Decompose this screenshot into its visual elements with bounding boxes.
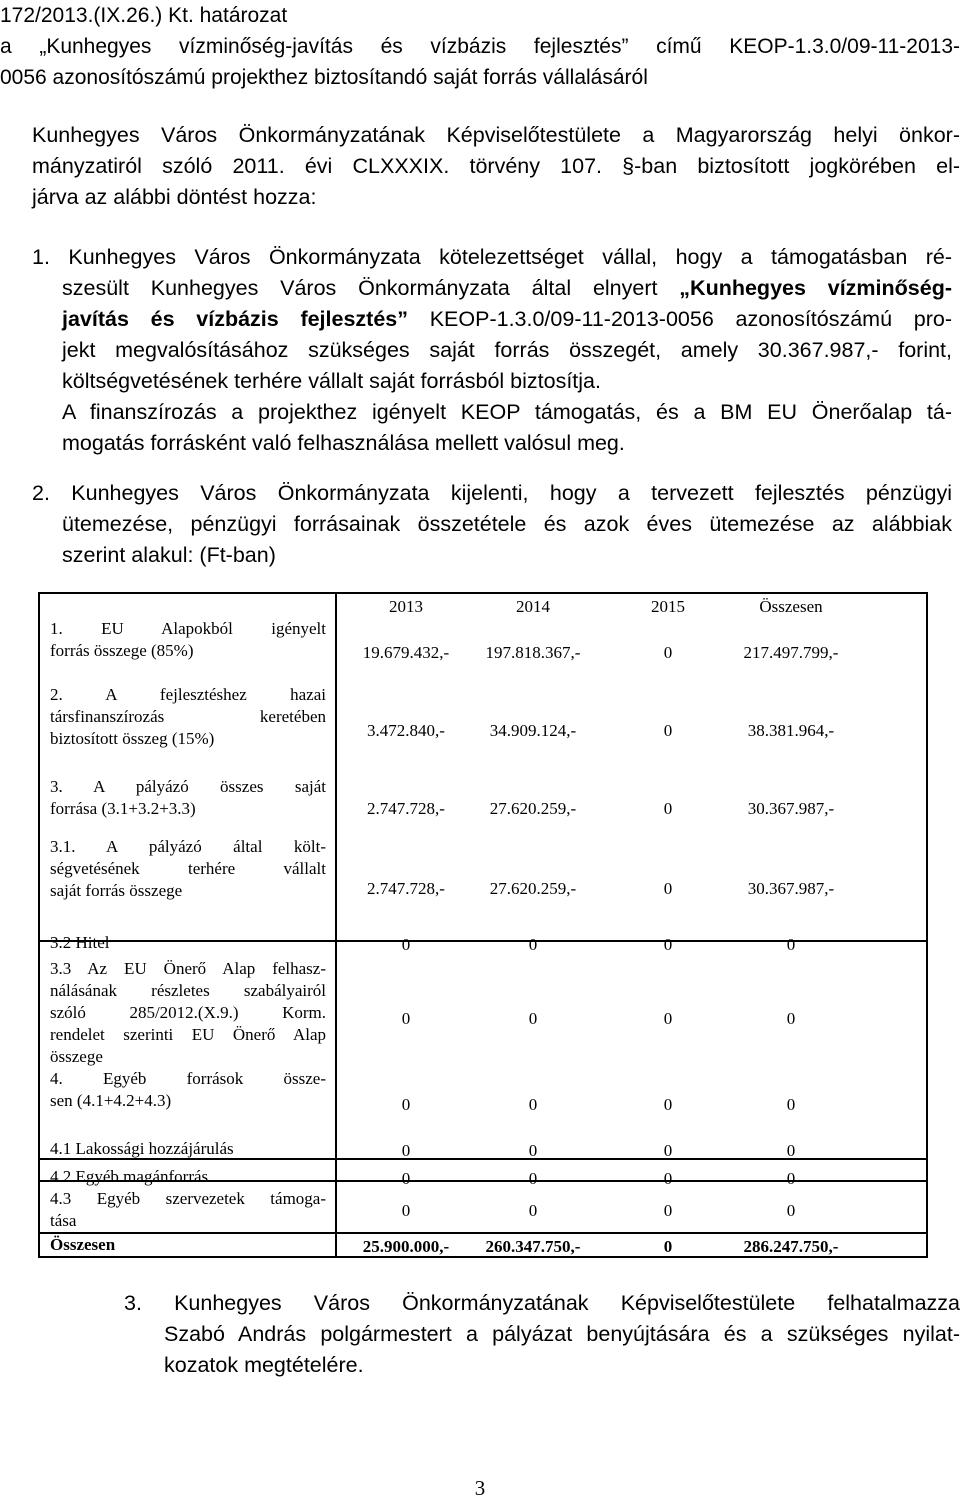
section-1-line-1: 1. Kunhegyes Város Önkormányzata kötelezettséget vállal, hogy a támogatásban ré- bbox=[32, 245, 952, 269]
table-row-label bbox=[50, 958, 326, 1068]
section-1-line-2-text: szesült Kunhegyes Város Önkormányzata által elnyert bbox=[62, 276, 680, 300]
table-cell-value: 19.679.432,- bbox=[362, 643, 450, 662]
table-row-label-line: 4.1 Lakossági hozzájárulás bbox=[50, 1139, 234, 1158]
table-row-label-line: 4.2 Egyéb magánforrás bbox=[50, 1167, 209, 1186]
section-2-line-2: ütemezése, pénzügyi forrásainak összetétele és azok éves ütemezése az alábbiak bbox=[62, 512, 952, 536]
table-cell-value: 0 bbox=[663, 1009, 673, 1028]
table-cell-value: 0 bbox=[786, 1141, 796, 1160]
table-cell-value: 0 bbox=[401, 935, 411, 954]
table-cell-value: 0 bbox=[528, 935, 538, 954]
table-cell-value: 0 bbox=[663, 935, 673, 954]
table-cell-value: 0 bbox=[401, 1141, 411, 1160]
table-header-2014: 2014 bbox=[516, 597, 550, 616]
resolution-number: 172/2013.(IX.26.) Kt. határozat bbox=[0, 4, 288, 27]
table-cell-value: 286.247.750,- bbox=[743, 1237, 839, 1256]
table-row-label bbox=[50, 932, 326, 954]
project-name-part-2: javítás és vízbázis fejlesztés” bbox=[62, 307, 408, 331]
table-row-label bbox=[50, 836, 326, 902]
resolution-header bbox=[0, 0, 960, 93]
table-row-label-line: forrása (3.1+3.2+3.3) bbox=[50, 799, 196, 818]
table-header-2013: 2013 bbox=[389, 597, 423, 616]
table-row-label-line: nálásának részletes szabályairól bbox=[50, 981, 326, 1000]
table-row-label-line: 4. Egyéb források össze- bbox=[50, 1069, 326, 1088]
table-row-label-line: 3.1. A pályázó által költ- bbox=[50, 837, 326, 856]
table-cell-value: 0 bbox=[663, 799, 673, 818]
table-row-label-line: összege bbox=[50, 1047, 103, 1066]
table-cell-value: 34.909.124,- bbox=[489, 721, 577, 740]
table-row-label bbox=[50, 776, 326, 820]
table-row-label-line: forrás összege (85%) bbox=[50, 641, 194, 660]
table-row-label-line: 4.3 Egyéb szervezetek támoga- bbox=[50, 1189, 326, 1208]
table-cell-value: 260.347.750,- bbox=[485, 1237, 581, 1256]
section-1-line-6: A finanszírozás a projekthez igényelt KEOP támogatás, és a BM EU Önerőalap tá- bbox=[62, 400, 952, 424]
page-number: 3 bbox=[474, 1476, 486, 1500]
table-row-label-line: 3. A pályázó összes saját bbox=[50, 777, 326, 796]
section-3-line-2: Szabó András polgármestert a pályázat benyújtására és a szükséges nyilat- bbox=[164, 1322, 960, 1346]
table-cell-value: 0 bbox=[528, 1169, 538, 1188]
table-cell-value: 0 bbox=[401, 1201, 411, 1220]
table-cell-value: 0 bbox=[786, 1009, 796, 1028]
table-row-label bbox=[50, 1188, 326, 1232]
table-row-label bbox=[50, 1234, 326, 1256]
table-cell-value: 0 bbox=[663, 1095, 673, 1114]
table-cell-value: 0 bbox=[786, 1095, 796, 1114]
table-cell-value: 25.900.000,- bbox=[362, 1237, 450, 1256]
section-1-line-5: költségvetésének terhére vállalt saját forrásból biztosítja. bbox=[62, 369, 601, 393]
table-cell-value: 3.472.840,- bbox=[367, 721, 445, 740]
table-row-label-line: rendelet szerinti EU Önerő Alap bbox=[50, 1025, 326, 1044]
table-row-label-line: saját forrás összege bbox=[50, 881, 183, 900]
table-cell-value: 197.818.367,- bbox=[485, 643, 581, 662]
table-row-label bbox=[50, 1138, 326, 1160]
section-1-line-7: mogatás forrásként való felhasználása mellett valósul meg. bbox=[62, 431, 625, 455]
section-1-line-3 bbox=[32, 304, 952, 335]
table-header-2015: 2015 bbox=[651, 597, 685, 616]
table-cell-value: 0 bbox=[528, 1009, 538, 1028]
table-row-label-line: 3.2 Hitel bbox=[50, 933, 110, 952]
table-cell-value: 0 bbox=[528, 1095, 538, 1114]
table-cell-value: 0 bbox=[528, 1141, 538, 1160]
table-cell-value: 0 bbox=[663, 1169, 673, 1188]
financing-table bbox=[38, 592, 926, 1256]
table-cell-value: 0 bbox=[663, 643, 673, 662]
table-cell-value: 30.367.987,- bbox=[747, 879, 835, 898]
table-cell-value: 0 bbox=[786, 1169, 796, 1188]
table-row-label-line: ségvetésének terhére vállalt bbox=[50, 859, 326, 878]
resolution-title-line-1: a „Kunhegyes vízminőség-javítás és vízbázis fejlesztés” című KEOP-1.3.0/09-11-2013- bbox=[0, 35, 960, 58]
table-cell-value: 2.747.728,- bbox=[367, 799, 445, 818]
table-cell-value: 0 bbox=[663, 1237, 673, 1256]
table-cell-value: 27.620.259,- bbox=[489, 879, 577, 898]
table-row-label bbox=[50, 618, 326, 662]
table-cell-value: 0 bbox=[663, 721, 673, 740]
table-row-label-line: 1. EU Alapokból igényelt bbox=[50, 619, 326, 638]
intro-paragraph bbox=[32, 120, 960, 213]
section-3-line-3: kozatok megtételére. bbox=[164, 1353, 364, 1377]
table-cell-value: 30.367.987,- bbox=[747, 799, 835, 818]
table-cell-value: 27.620.259,- bbox=[489, 799, 577, 818]
intro-line-2: mányzatiról szóló 2011. évi CLXXXIX. törvény 107. §-ban biztosított jogkörében el- bbox=[32, 154, 960, 178]
table-cell-value: 0 bbox=[663, 1141, 673, 1160]
table-cell-value: 0 bbox=[528, 1201, 538, 1220]
table-row-label-line: 3.3 Az EU Önerő Alap felhasz- bbox=[50, 959, 326, 978]
table-row-label-line: biztosított összeg (15%) bbox=[50, 729, 215, 748]
section-2-line-1: 2. Kunhegyes Város Önkormányzata kijelenti, hogy a tervezett fejlesztés pénzügyi bbox=[32, 481, 952, 505]
project-name-part-1: „Kunhegyes vízminőség- bbox=[679, 276, 952, 300]
section-3-line-1: 3. Kunhegyes Város Önkormányzatának Képviselőtestülete felhatalmazza bbox=[124, 1291, 960, 1315]
table-row-label bbox=[50, 1166, 326, 1188]
table-row-label bbox=[50, 1068, 326, 1112]
table-cell-value: 0 bbox=[786, 1201, 796, 1220]
section-1-line-2 bbox=[32, 273, 952, 304]
table-cell-value: 0 bbox=[786, 935, 796, 954]
section-2-line-3: szerint alakul: (Ft-ban) bbox=[62, 543, 276, 567]
resolution-title-line-2: 0056 azonosítószámú projekthez biztosítandó saját forrás vállalásáról bbox=[0, 66, 648, 89]
table-cell-value: 0 bbox=[401, 1009, 411, 1028]
section-2 bbox=[32, 478, 952, 571]
table-row-label-line: szóló 285/2012.(X.9.) Korm. bbox=[50, 1003, 326, 1022]
section-1-line-4: jekt megvalósításához szükséges saját forrás összegét, amely 30.367.987,- forint, bbox=[62, 338, 952, 362]
section-3 bbox=[124, 1288, 960, 1381]
table-row-label-line: 2. A fejlesztéshez hazai bbox=[50, 685, 326, 704]
table-cell-value: 0 bbox=[401, 1095, 411, 1114]
table-cell-value: 0 bbox=[663, 1201, 673, 1220]
table-row-label bbox=[50, 684, 326, 750]
section-1 bbox=[32, 242, 952, 459]
table-cell-value: 0 bbox=[663, 879, 673, 898]
table-row-label-line: tása bbox=[50, 1211, 77, 1230]
table-row-label-line: sen (4.1+4.2+4.3) bbox=[50, 1091, 172, 1110]
table-cell-value: 38.381.964,- bbox=[747, 721, 835, 740]
intro-line-1: Kunhegyes Város Önkormányzatának Képviselőtestülete a Magyarország helyi önkor- bbox=[32, 123, 960, 147]
intro-line-3: járva az alábbi döntést hozza: bbox=[32, 185, 317, 209]
table-cell-value: 0 bbox=[401, 1169, 411, 1188]
table-row-label-line: Összesen bbox=[50, 1235, 116, 1254]
table-cell-value: 217.497.799,- bbox=[743, 643, 839, 662]
table-header--sszesen: Összesen bbox=[759, 597, 823, 616]
section-1-line-3-text: KEOP-1.3.0/09-11-2013-0056 azonosítószámú pro- bbox=[408, 307, 952, 331]
table-row-label-line: társfinanszírozás keretében bbox=[50, 707, 326, 726]
table-cell-value: 2.747.728,- bbox=[367, 879, 445, 898]
